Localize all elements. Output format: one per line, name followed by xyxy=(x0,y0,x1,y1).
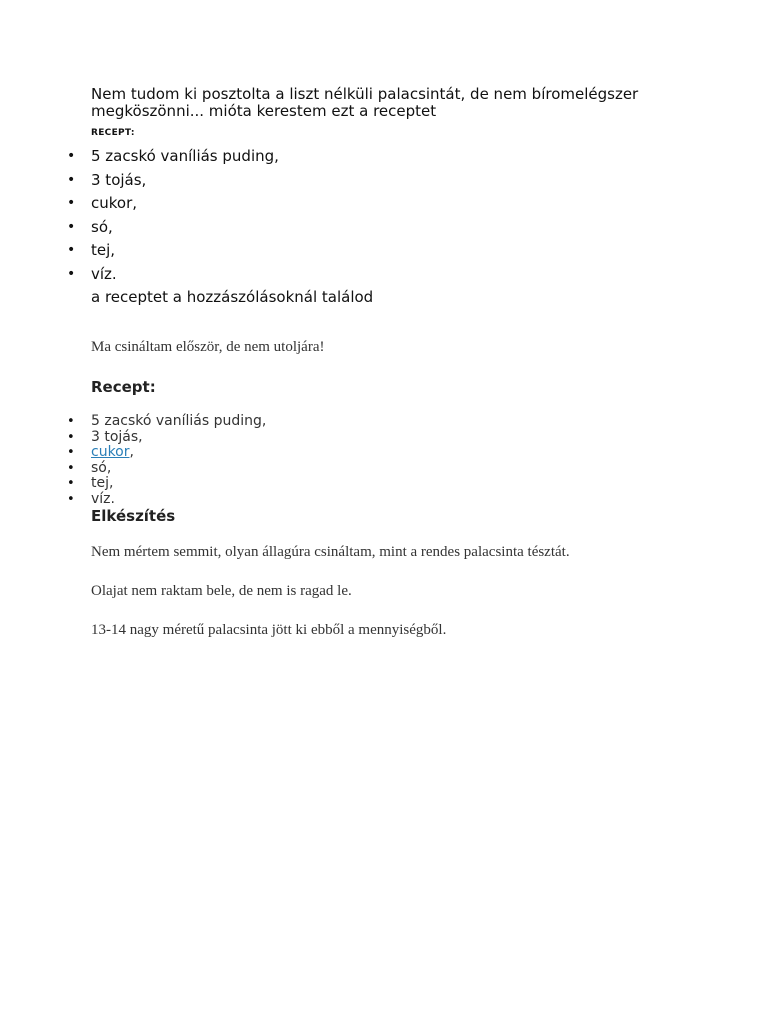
cukor-link[interactable]: cukor xyxy=(91,444,130,461)
ingredient-list-1 xyxy=(91,145,279,287)
list-item: • cukor, xyxy=(91,192,279,216)
paragraph: Olajat nem raktam bele, de nem is ragad le. xyxy=(91,583,352,599)
list-item: • 5 zacskó vaníliás puding, xyxy=(91,145,279,169)
paragraph: 13-14 nagy méretű palacsinta jött ki ebből a mennyiségből. xyxy=(91,622,447,638)
list-item: • víz. xyxy=(91,492,266,508)
paragraph: Nem mértem semmit, olyan állagúra csináltam, mint a rendes palacsinta tésztát. xyxy=(91,544,570,560)
intro-line-1: Nem tudom ki posztolta a liszt nélküli palacsintát, de nem bíromelégszer xyxy=(91,85,639,103)
intro-line-2: megköszönni... mióta kerestem ezt a receptet xyxy=(91,101,437,120)
list-item: • tej, xyxy=(91,476,266,492)
ingredient-list-2 xyxy=(91,414,266,508)
list-item: • víz. xyxy=(91,263,279,287)
intro-text xyxy=(91,86,691,119)
list-item: • 3 tojás, xyxy=(91,169,279,193)
list-item: • só, xyxy=(91,461,266,477)
list-item: • 3 tojás, xyxy=(91,430,266,446)
list-item: • só, xyxy=(91,216,279,240)
recept-caps-label: RECEPT: xyxy=(91,128,135,138)
outro-text: a receptet a hozzászólásoknál találod xyxy=(91,288,374,306)
list-item: • 5 zacskó vaníliás puding, xyxy=(91,414,266,430)
first-time-text: Ma csináltam először, de nem utoljára! xyxy=(91,339,325,355)
elkeszites-heading: Elkészítés xyxy=(91,507,176,525)
list-item-suffix: , xyxy=(129,444,134,461)
list-item xyxy=(91,445,266,461)
list-item: • tej, xyxy=(91,239,279,263)
recept-heading: Recept: xyxy=(91,378,156,396)
